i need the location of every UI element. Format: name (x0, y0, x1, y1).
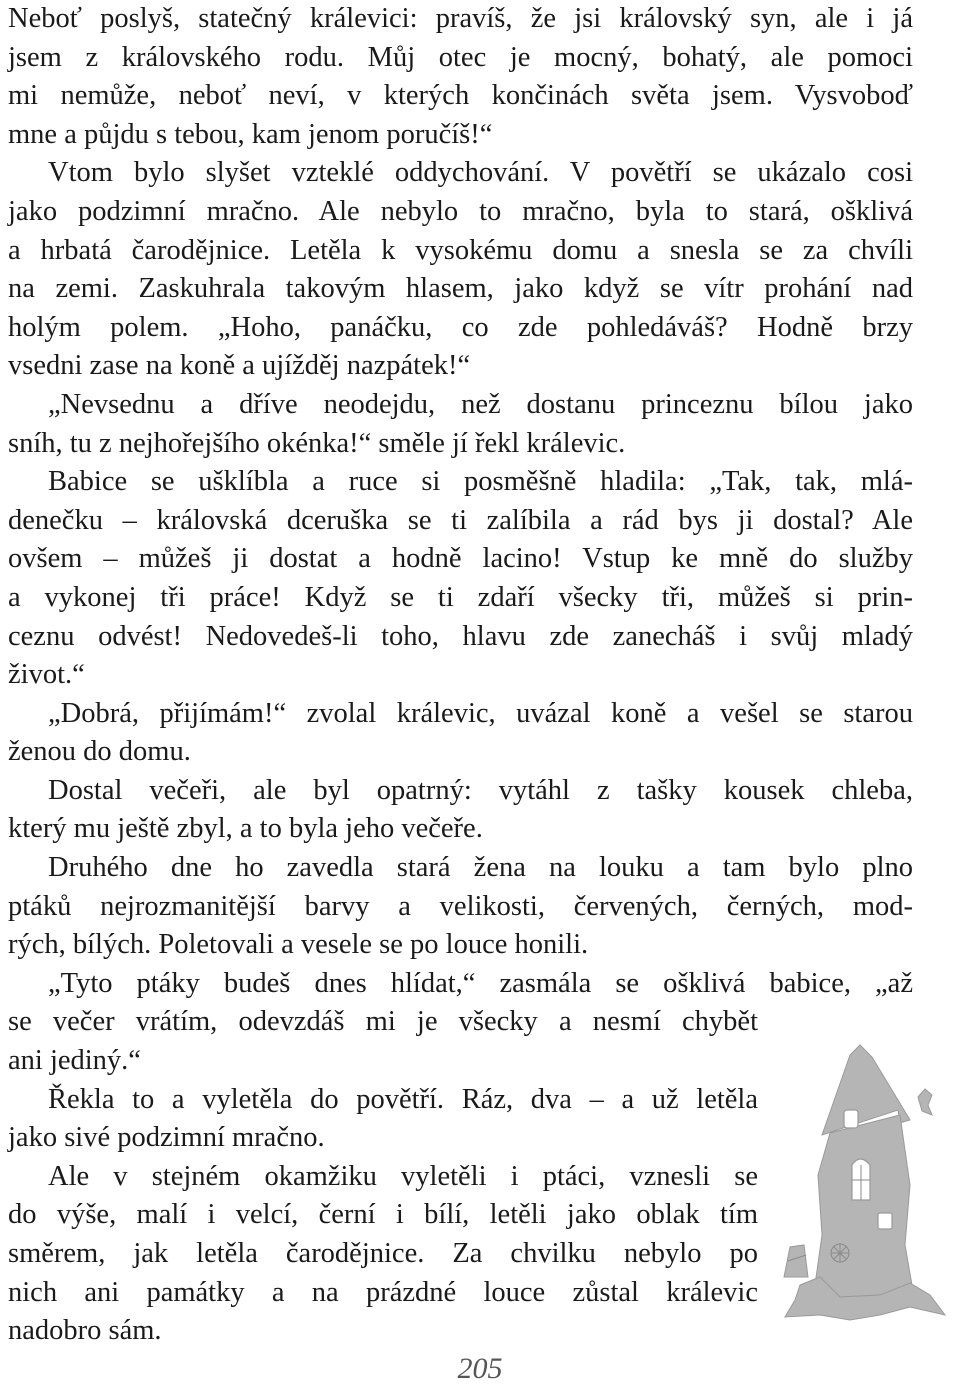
text-line: a vykonej tři práce! Když se ti zdaří všecky tři, můžeš si prin- (8, 581, 913, 613)
text-line: vsedni zase na koně a ujížděj nazpátek!“ (8, 350, 471, 382)
text-line: „Tyto ptáky budeš dnes hlídat,“ zasmála se ošklivá babice, „až (48, 967, 913, 999)
text-line: Dostal večeři, ale byl opatrný: vytáhl z tašky kousek chleba, (48, 774, 913, 806)
text-line: mne a půjdu s tebou, kam jenom poručíš!“ (8, 118, 493, 150)
text-line: do výše, malí i velcí, černí i bílí, letěli jako oblak tím (8, 1199, 758, 1231)
text-line: směrem, jak letěla čarodějnice. Za chvilku nebylo po (8, 1238, 758, 1269)
text-line: mi nemůže, neboť neví, v kterých končinách světa jsem. Vysvoboď (8, 80, 913, 112)
text-line: který mu ještě zbyl, a to byla jeho večeře. (8, 813, 483, 845)
text-line: jako podzimní mračno. Ale nebylo to mračno, byla to stará, ošklivá (8, 195, 913, 227)
text-line: ženou do domu. (8, 736, 191, 768)
text-line: jako sivé podzimní mračno. (8, 1122, 325, 1154)
text-line: a hrbatá čarodějnice. Letěla k vysokému domu a snesla se za chvíli (8, 234, 913, 266)
text-line: Neboť poslyš, statečný králevici: pravíš, že jsi královský syn, ale i já (8, 3, 913, 34)
text-line: ceznu odvést! Nedovedeš-li toho, hlavu zde zanecháš i svůj mladý (8, 620, 913, 652)
text-line: život.“ (8, 659, 85, 691)
text-line: sníh, tu z nejhořejšího okénka!“ směle jí řekl králevic. (8, 427, 626, 459)
text-line: ani jediný.“ (8, 1045, 141, 1077)
text-line: ptáků nejrozmanitější barvy a velikosti, červených, černých, mod- (8, 890, 913, 922)
text-line: holým polem. „Hoho, panáčku, co zde pohledáváš? Hodně brzy (8, 311, 913, 343)
page-number: 205 (457, 1352, 503, 1385)
text-line: jsem z královského rodu. Můj otec je mocný, bohatý, ale pomoci (8, 41, 913, 73)
text-line: se večer vrátím, odevzdáš mi je všecky a nesmí chybět (8, 1006, 758, 1038)
text-line: Babice se ušklíbla a ruce si posměšně hladila: „Tak, tak, mlá- (48, 466, 913, 498)
text-line: Ale v stejném okamžiku vyletěli i ptáci, vznesli se (48, 1160, 758, 1192)
text-line: ovšem – můžeš ji dostat a hodně lacino! Vstup ke mně do služby (8, 543, 913, 575)
text-line: denečku – královská dceruška se ti zalíbila a rád bys ji dostal? Ale (8, 504, 913, 536)
text-line: Řekla to a vyletěla do povětří. Ráz, dva – a už letěla (48, 1083, 758, 1115)
text-line: Druhého dne ho zavedla stará žena na louku a tam bylo plno (48, 852, 913, 884)
text-line: na zemi. Zaskuhrala takovým hlasem, jako když se vítr prohání nad (8, 273, 913, 305)
text-line: „Dobrá, přijímám!“ zvolal králevic, uvázal koně a vešel se starou (48, 697, 913, 729)
text-line: Vtom bylo slyšet vzteklé oddychování. V povětří se ukázalo cosi (48, 157, 913, 189)
text-line: „Nevsednu a dříve neodejdu, než dostanu princeznu bílou jako (48, 388, 913, 420)
text-line: rých, bílých. Poletovali a vesele se po louce honili. (8, 929, 589, 961)
text-line: nich ani památky a na prázdné louce zůstal králevic (8, 1276, 758, 1308)
text-line: nadobro sám. (8, 1315, 162, 1347)
witch-tower-illustration (760, 1015, 955, 1325)
